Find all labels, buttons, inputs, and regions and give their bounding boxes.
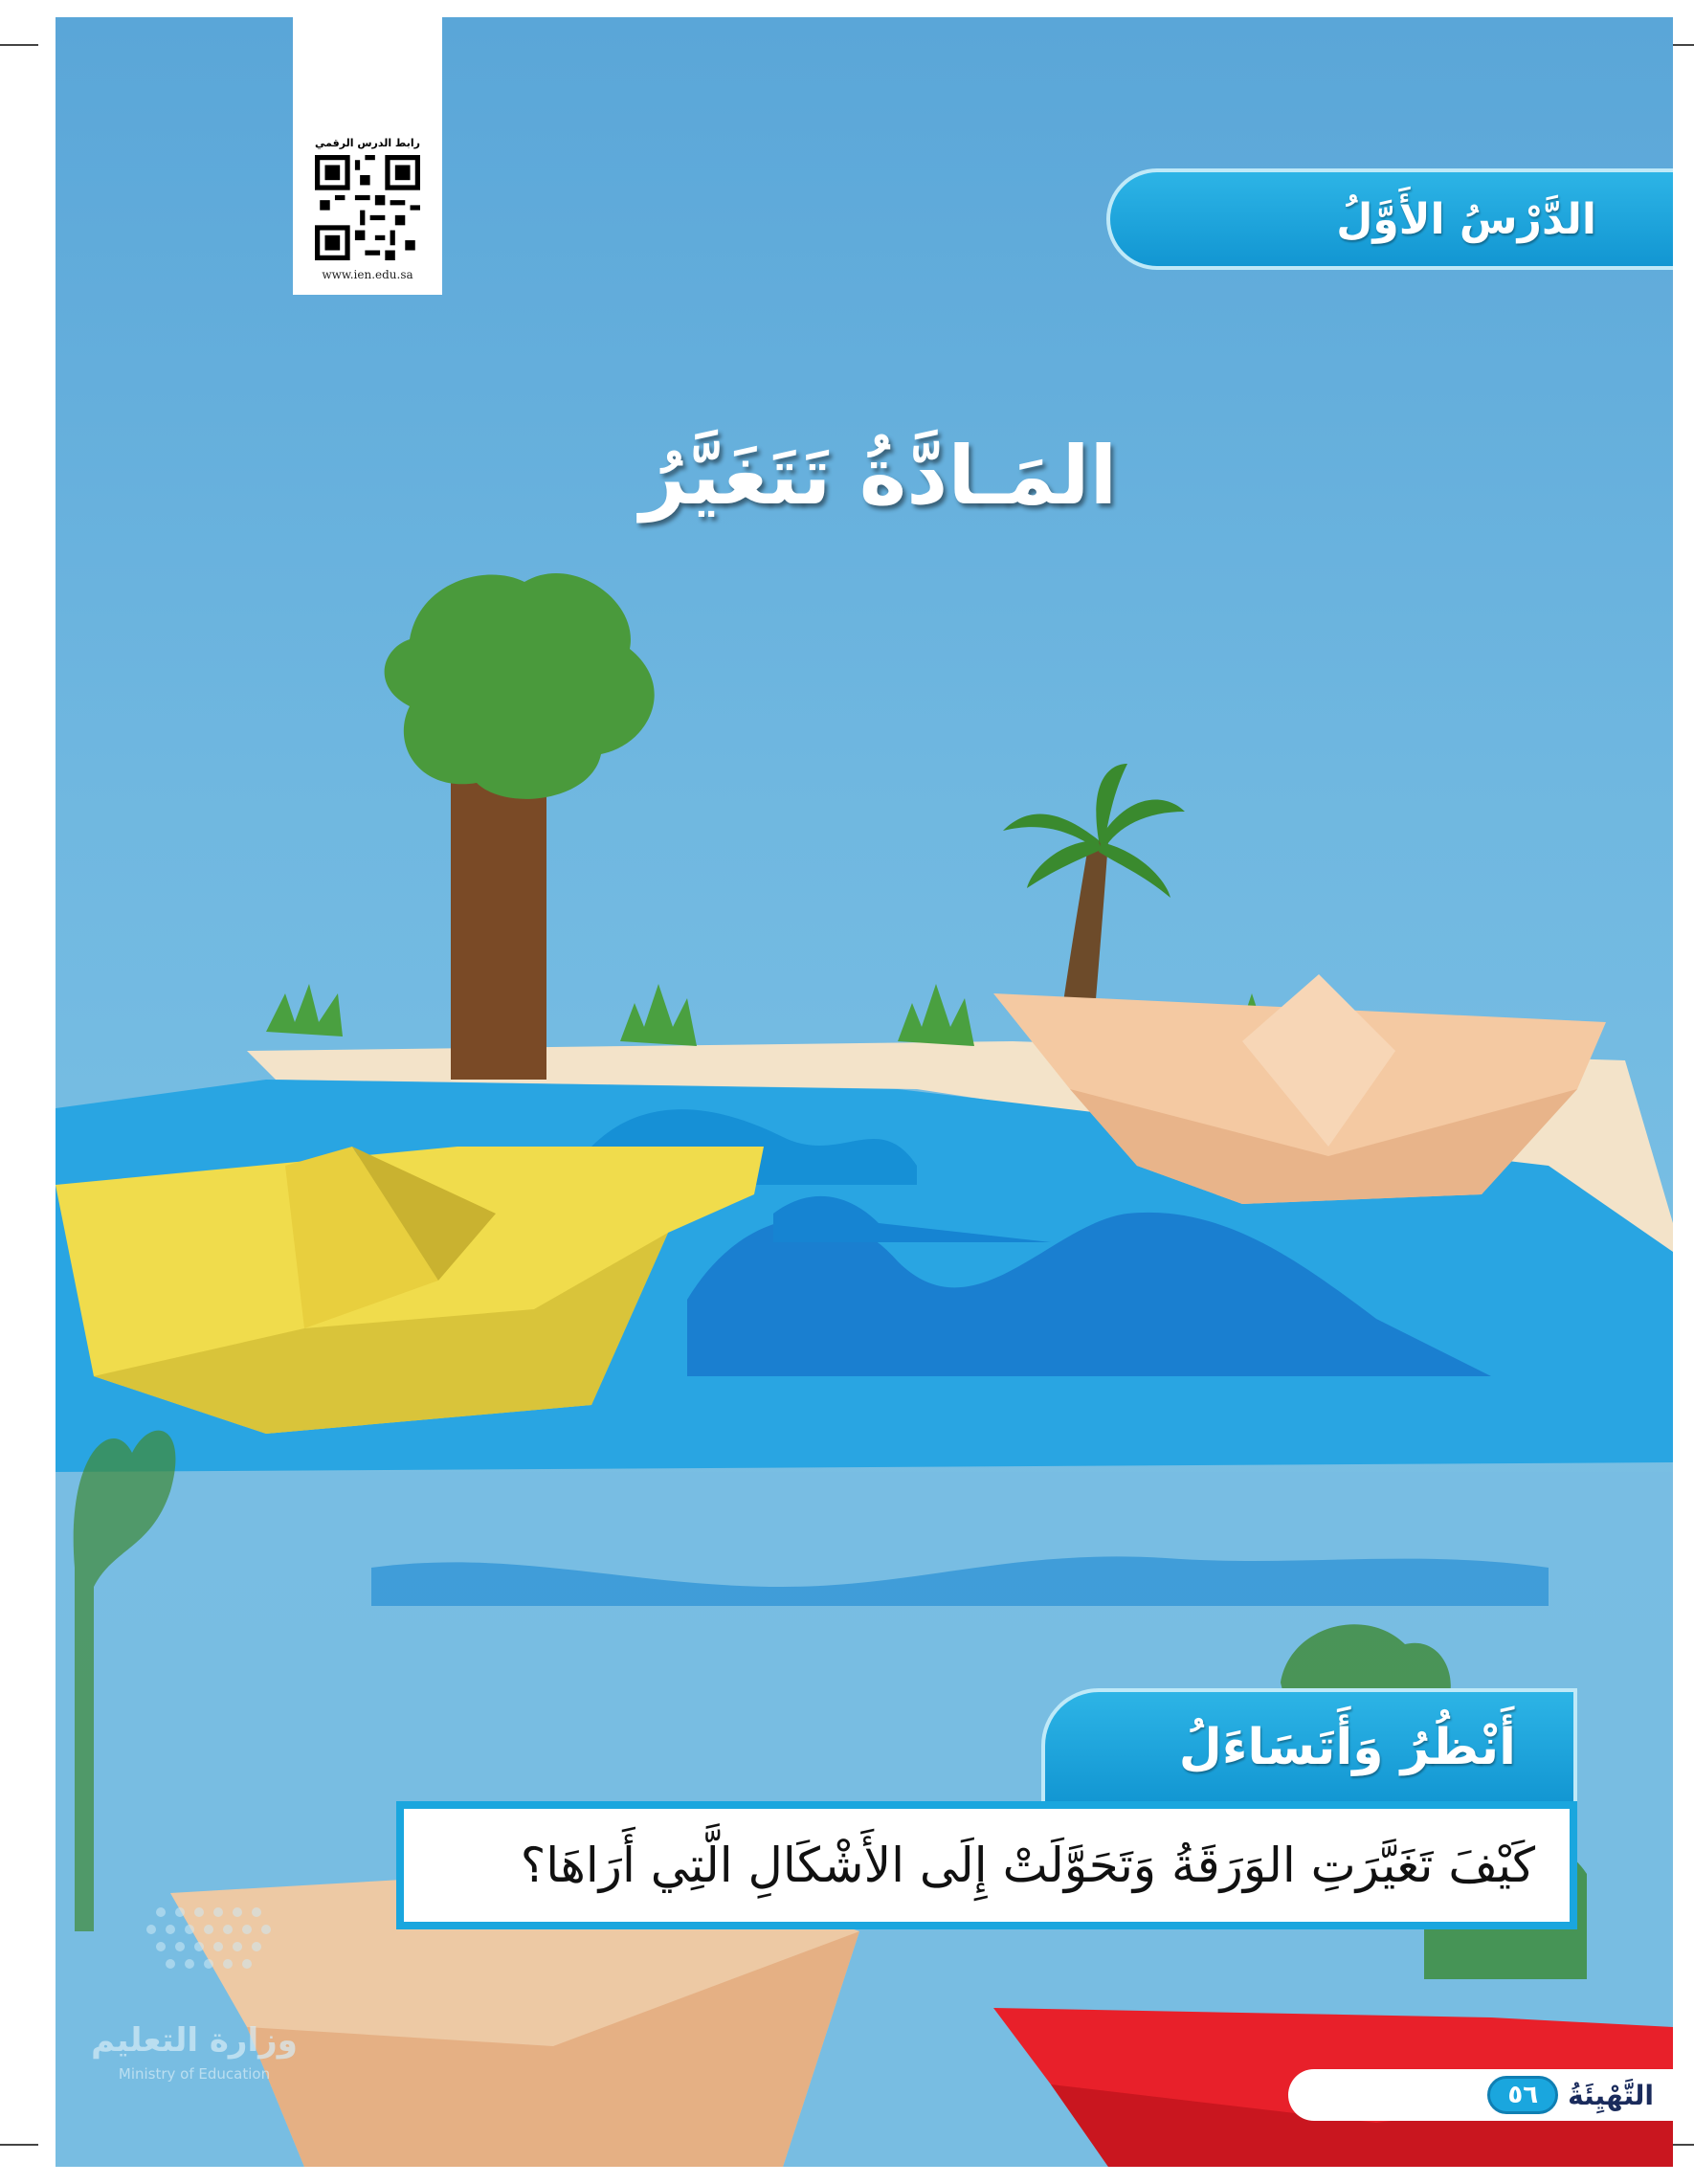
ministry-name-arabic: وزارة التعليم (91, 2021, 298, 2060)
qr-code[interactable] (315, 155, 420, 260)
lesson-label: الدَّرْسُ الأَوَّلُ (1336, 194, 1596, 244)
look-and-wonder-banner (1041, 1688, 1577, 1803)
crop-mark-top-left (0, 44, 38, 46)
question-box (396, 1801, 1577, 1929)
page-number: ٥٦ (1487, 2076, 1558, 2114)
look-and-wonder-heading: أَنْظُرُ وَأَتَسَاءَلُ (1178, 1719, 1516, 1776)
qr-card (293, 17, 442, 295)
qr-url[interactable]: www.ien.edu.sa (322, 268, 413, 281)
crop-mark-bottom-left (0, 2144, 38, 2146)
page-footer (1288, 2069, 1673, 2121)
page-title: المَـادَّةُ تَتَغَيَّرُ (639, 429, 1118, 523)
question-text: كَيْفَ تَغَيَّرَتِ الوَرَقَةُ وَتَحَوَّلَتْ إِلَى الأَشْكَالِ الَّتِي أَرَاهَا؟ (520, 1838, 1535, 1893)
tree-canopy (385, 573, 655, 799)
qr-caption: رابط الدرس الرقمي (315, 137, 420, 149)
tree-trunk (451, 773, 546, 1080)
textbook-page (56, 17, 1673, 2167)
palm-trunk (1060, 840, 1108, 1022)
section-label: التَّهْيِئَةُ (1568, 2079, 1654, 2111)
lesson-banner (1106, 168, 1673, 270)
ministry-name-english: Ministry of Education (118, 2065, 271, 2083)
